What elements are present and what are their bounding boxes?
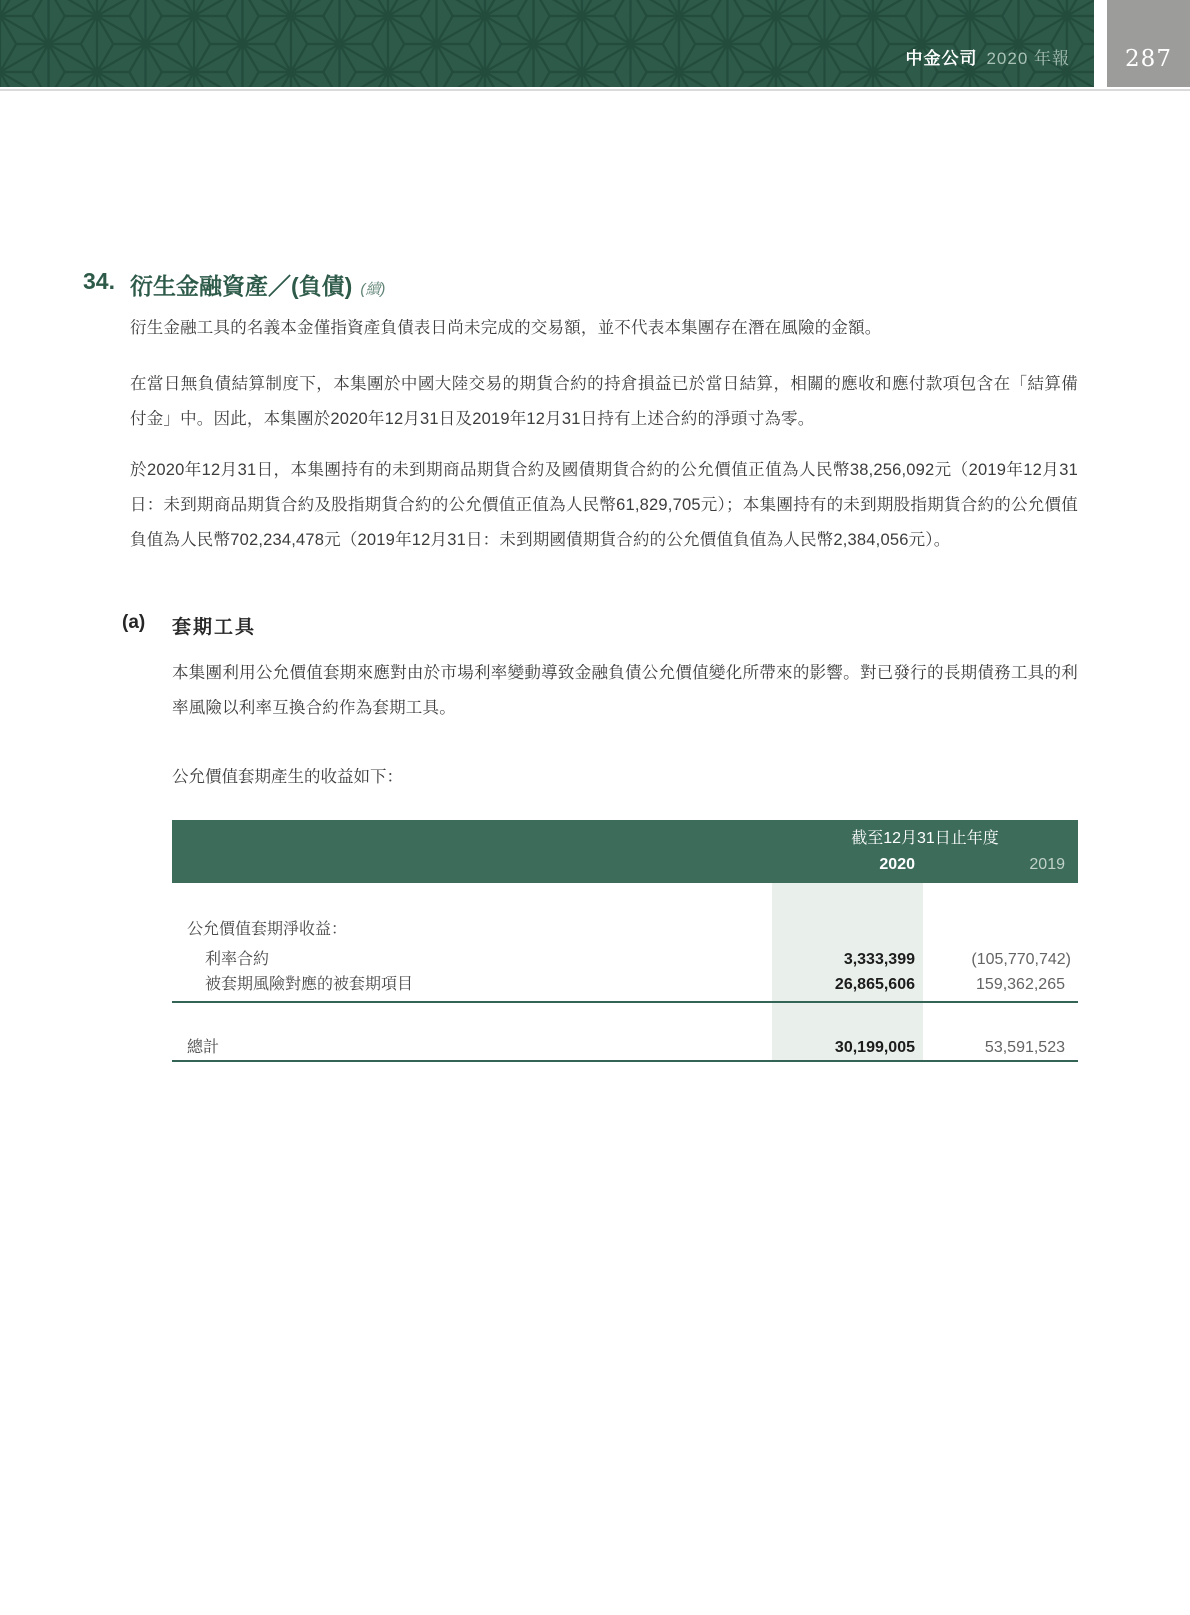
table-row: [172, 949, 1078, 973]
value-2020: 3,333,399: [843, 951, 915, 968]
row-label: 公允價值套期淨收益：: [187, 921, 348, 938]
paragraph-settlement: 在當日無負債結算制度下，本集團於中國大陸交易的期貨合約的持倉損益已於當日結算，相關的應收和應付款項包含在「結算備付金」中。因此，本集團於2020年12月31日及2019年12月31日持有上述合約的淨頭寸為零。: [130, 375, 1078, 428]
section-title: [130, 268, 385, 301]
table-intro-line: 公允價值套期產生的收益如下：: [172, 768, 403, 786]
value-2019: 159,362,265: [976, 976, 1065, 993]
page-number-box: [1107, 0, 1190, 87]
section-number: 34.: [83, 268, 115, 294]
subsection-label: (a): [122, 612, 146, 633]
header-branding: [905, 50, 1070, 67]
table-row-total: [172, 1037, 1078, 1061]
table-row: [172, 919, 1078, 943]
table-column-2020: 2020: [879, 856, 915, 873]
value-2020: 30,199,005: [834, 1039, 915, 1056]
subsection-title: 套期工具: [172, 617, 257, 638]
section-title-text: 衍生金融資產／(負債): [130, 273, 353, 299]
header-divider: [0, 89, 1190, 91]
asanoha-pattern-icon: [0, 0, 1094, 87]
paragraph-notional-amount: 衍生金融工具的名義本金僅指資產負債表日尚未完成的交易額，並不代表本集團存在潛在風險的金額。: [130, 319, 882, 337]
company-name: 中金公司: [905, 49, 978, 68]
paragraph-fair-values: 於2020年12月31日，本集團持有的未到期商品期貨合約及國債期貨合約的公允價值正值為人民幣38,256,092元（2019年12月31日：未到期商品期貨合約及股指期貨合約的公允價值正值為人民幣61,829,705元）；本集團持有的未到期股指期貨合約的公允價值負值為人民幣702,234,478元（2019年12月31日：未到期國債期貨合約的公允價值負值為人民幣2,384,056元）。: [130, 461, 1078, 549]
table-subtotal-rule: [172, 1001, 1078, 1003]
table-period-header: 截至12月31日止年度: [851, 830, 999, 847]
value-2020: 26,865,606: [834, 976, 915, 993]
page-number: 287: [1125, 46, 1172, 72]
report-year-label: 2020 年報: [986, 49, 1070, 68]
hedging-gains-table: [172, 820, 1078, 1062]
table-row: [172, 974, 1078, 998]
paragraph-hedging-instruments: 本集團利用公允價值套期來應對由於市場利率變動導致金融負債公允價值變化所帶來的影響。對已發行的長期債務工具的利率風險以利率互換合約作為套期工具。: [172, 664, 1078, 717]
table-column-2019: 2019: [1029, 856, 1065, 873]
row-label: 利率合約: [205, 951, 270, 968]
row-label: 總計: [187, 1039, 220, 1056]
table-bottom-rule: [172, 1060, 1078, 1062]
continued-marker: (續): [360, 281, 386, 298]
table-body: [172, 883, 1078, 1062]
value-2019: (105,770,742): [971, 951, 1071, 968]
row-label: 被套期風險對應的被套期項目: [205, 976, 414, 993]
table-header: [172, 820, 1078, 883]
value-2019: 53,591,523: [984, 1039, 1065, 1056]
header-banner: [0, 0, 1094, 87]
